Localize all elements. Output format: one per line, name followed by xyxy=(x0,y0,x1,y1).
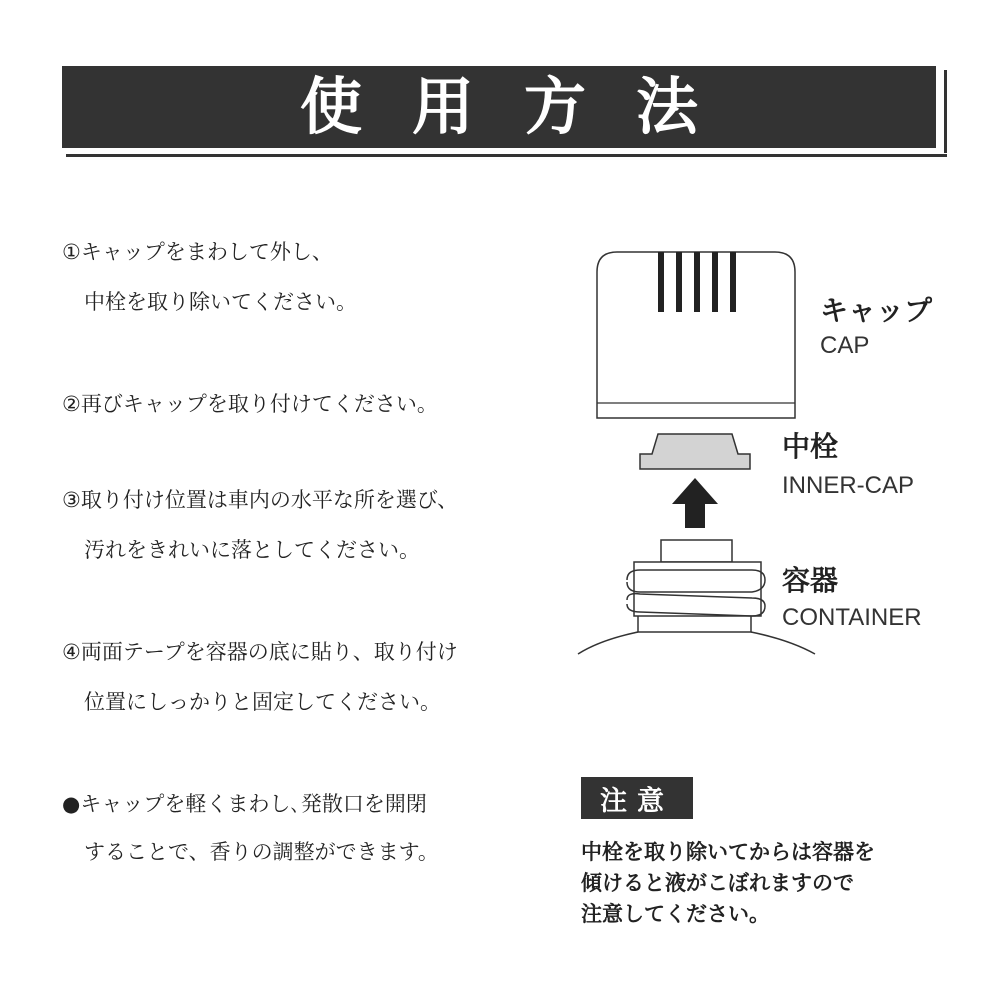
cap-vent-slit xyxy=(676,252,682,312)
cap-label: キャップ xyxy=(820,294,933,327)
notice-line-2: 傾けると液がこぼれますので xyxy=(581,871,854,895)
cap-illustration xyxy=(597,252,795,418)
step-4-line-2: 位置にしっかりと固定してください。 xyxy=(84,690,441,714)
page-title: 使用方法 xyxy=(299,70,748,143)
step-1-line-2: 中栓を取り除いてください。 xyxy=(84,290,357,314)
tip-line-2: することで、香りの調整ができます。 xyxy=(84,840,439,864)
cap-vent-slit xyxy=(712,252,718,312)
inner-cap-illustration xyxy=(640,434,750,469)
notice-badge-label: 注意 xyxy=(600,785,674,817)
up-arrow-icon xyxy=(672,478,718,528)
step-2-line-1: ②再びキャップを取り付けてください。 xyxy=(62,392,438,416)
container-label: 容器 xyxy=(782,564,839,597)
container-label-en: CONTAINER xyxy=(782,604,922,631)
step-3-line-2: 汚れをきれいに落としてください。 xyxy=(84,538,420,562)
container-illustration xyxy=(578,540,815,654)
cap-label-en: CAP xyxy=(820,332,870,359)
inner-cap-label-en: INNER-CAP xyxy=(782,472,915,499)
inner-cap-label: 中栓 xyxy=(782,430,839,463)
notice-badge xyxy=(581,777,693,819)
notice-line-3: 注意してください。 xyxy=(581,902,770,926)
cap-vent-slit xyxy=(730,252,736,312)
cap-vent-slit xyxy=(694,252,700,312)
step-3-line-1: ③取り付け位置は車内の水平な所を選び、 xyxy=(62,488,458,512)
cap-vent-slit xyxy=(658,252,664,312)
step-4-line-1: ④両面テープを容器の底に貼り、取り付け xyxy=(62,640,458,664)
step-1-line-1: ①キャップをまわして外し、 xyxy=(62,240,333,264)
notice-line-1: 中栓を取り除いてからは容器を xyxy=(581,840,875,864)
tip-line-1: ●キャップを軽くまわし､発散口を開閉 xyxy=(62,792,427,816)
